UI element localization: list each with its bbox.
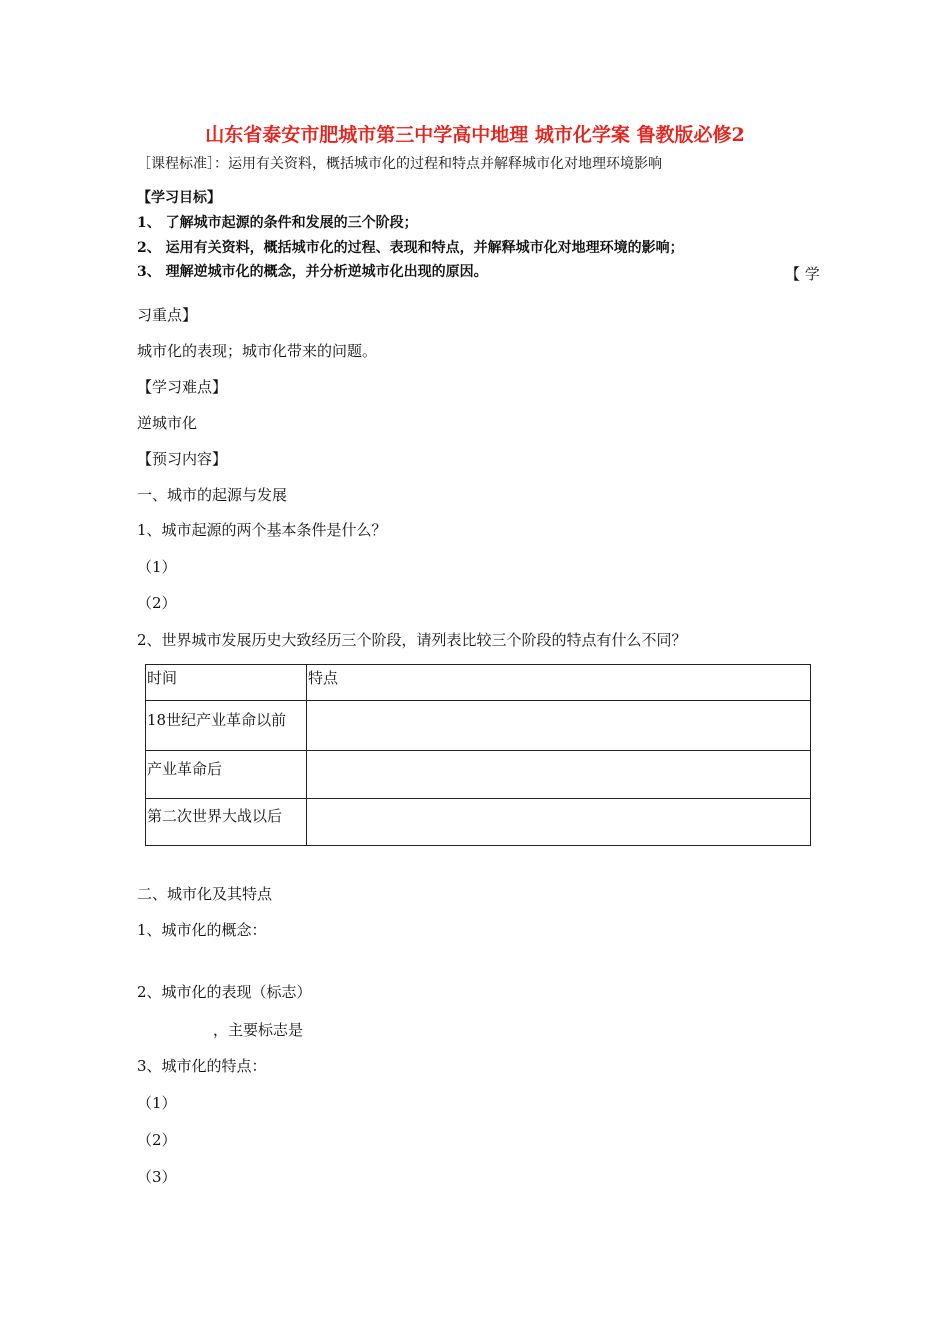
key-points-heading-end: 习重点】: [137, 306, 198, 324]
section-2-answer-2: （2）: [137, 1131, 177, 1149]
goals-heading: 【学习目标】: [137, 190, 221, 206]
table-cell-features[interactable]: [307, 751, 811, 799]
table-row: [146, 751, 811, 799]
curriculum-standard: ［课程标准］：运用有关资料，概括城市化的过程和特点并解释城市化对地理环境影响: [137, 156, 662, 172]
table-cell-time: 第二次世界大战以后: [146, 799, 307, 846]
section-2-answer-3: （3）: [137, 1168, 177, 1186]
section-2-heading: 二、城市化及其特点: [137, 885, 273, 903]
question-1: 1、城市起源的两个基本条件是什么？: [137, 521, 387, 539]
goal-item-2: 2、 运用有关资料，概括城市化的过程、表现和特点，并解释城市化对地理环境的影响；: [137, 240, 684, 256]
table-header-features: 特点: [307, 665, 811, 701]
table-cell-time: 18世纪产业革命以前: [146, 701, 307, 751]
document-title: 山东省泰安市肥城市第三中学高中地理 城市化学案 鲁教版必修2: [205, 124, 745, 146]
question-2: 2、世界城市发展历史大致经历三个阶段，请列表比较三个阶段的特点有什么不同？: [137, 631, 687, 649]
key-points-heading-start: 【 学: [785, 265, 820, 283]
section-2-question-2-sub: ，主要标志是: [213, 1021, 304, 1039]
question-1-answer-1: （1）: [137, 558, 177, 576]
section-2-question-2: 2、城市化的表现（标志）: [137, 983, 312, 1001]
section-2-question-1: 1、城市化的概念：: [137, 921, 267, 939]
section-2-answer-1: （1）: [137, 1094, 177, 1112]
table-cell-features[interactable]: [307, 799, 811, 846]
table-header-time: 时间: [146, 665, 307, 701]
key-points-content: 城市化的表现；城市化带来的问题。: [137, 342, 378, 360]
section-1-heading: 一、城市的起源与发展: [137, 486, 288, 504]
table-header-row: [146, 665, 811, 701]
table-row: [146, 701, 811, 751]
difficulty-heading: 【学习难点】: [137, 378, 228, 396]
goal-item-1: 1、 了解城市起源的条件和发展的三个阶段；: [137, 215, 418, 231]
stages-table: [145, 664, 811, 846]
section-2-question-3: 3、城市化的特点：: [137, 1057, 267, 1075]
preview-heading: 【预习内容】: [137, 450, 228, 468]
table-cell-time: 产业革命后: [146, 751, 307, 799]
table-row: [146, 799, 811, 846]
table-cell-features[interactable]: [307, 701, 811, 751]
question-1-answer-2: （2）: [137, 594, 177, 612]
difficulty-content: 逆城市化: [137, 414, 198, 432]
goal-item-3: 3、 理解逆城市化的概念，并分析逆城市化出现的原因。: [137, 264, 488, 280]
